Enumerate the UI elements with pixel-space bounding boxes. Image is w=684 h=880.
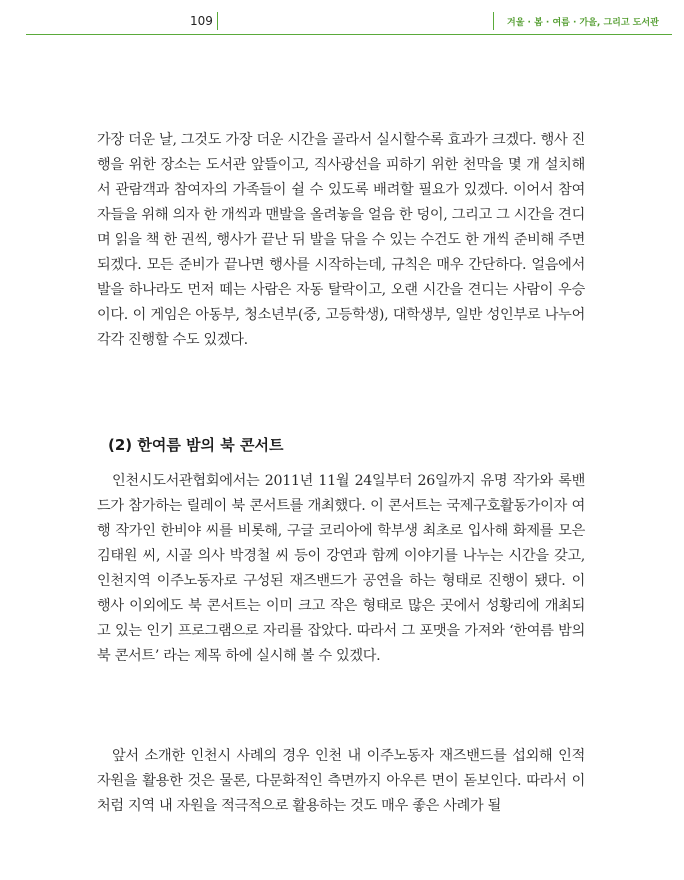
body-paragraph-1: 가장 더운 날, 그것도 가장 더운 시간을 골라서 실시할수록 효과가 크겠다. 행사 진행을 위한 장소는 도서관 앞뜰이고, 직사광선을 피하기 위한 천막을 몇 개 설치해서 관람객과 참여자의 가족들이 쉴 수 있도록 배려할 필요가 있겠다. 이어서 참여자들을 위해 의자 한 개씩과 맨발을 올려놓을 얼음 한 덩이, 그리고 그 시간을 견디며 읽을 책 한 권씩, 행사가 끝난 뒤 발을 닦을 수 있는 수건도 한 개씩 준비해 주면 되겠다. 모든 준비가 끝나면 행사를 시작하는데, 규칙은 매우 간단하다. 얼음에서 발을 하나라도 먼저 떼는 사람은 자동 탈락이고, 오랜 시간을 견디는 사람이 우승이다. 이 게임은 아동부, 청소년부(중, 고등학생), 대학생부, 일반 성인부로 나누어 각각 진행할 수도 있겠다. — [97, 132, 585, 348]
header-divider-right — [493, 12, 494, 30]
body-paragraph-2: 인천시도서관협회에서는 2011년 11월 24일부터 26일까지 유명 작가와 록밴드가 참가하는 릴레이 북 콘서트를 개최했다. 이 콘서트는 국제구호활동가이자 여행 작가인 한비야 씨를 비롯해, 구글 코리아에 학부생 최초로 입사해 화제를 모은 김태원 씨, 시골 의사 박경철 씨 등이 강연과 함께 이야기를 나누는 시간을 갖고, 인천지역 이주노동자로 구성된 재즈밴드가 공연을 하는 형태로 진행이 됐다. 이 행사 이외에도 북 콘서트는 이미 크고 작은 형태로 많은 곳에서 성황리에 개최되고 있는 인기 프로그램으로 자리를 잡았다. 따라서 그 포맷을 가져와 ‘한여름 밤의 북 콘서트’ 라는 제목 하에 실시해 볼 수 있겠다. — [97, 473, 585, 664]
page-number: 109 — [190, 14, 213, 28]
running-title: 겨울 · 봄 · 여름 · 가을, 그리고 도서관 — [507, 18, 659, 28]
header-divider-left — [217, 12, 218, 30]
header-rule — [26, 34, 672, 35]
section-heading: (2) 한여름 밤의 북 콘서트 — [108, 436, 284, 454]
body-paragraph-3: 앞서 소개한 인천시 사례의 경우 인천 내 이주노동자 재즈밴드를 섭외해 인적 자원을 활용한 것은 물론, 다문화적인 측면까지 아우른 면이 돋보인다. 따라서 이처럼 지역 내 자원을 적극적으로 활용하는 것도 매우 좋은 사례가 될 — [97, 748, 585, 814]
page-header — [0, 0, 684, 40]
